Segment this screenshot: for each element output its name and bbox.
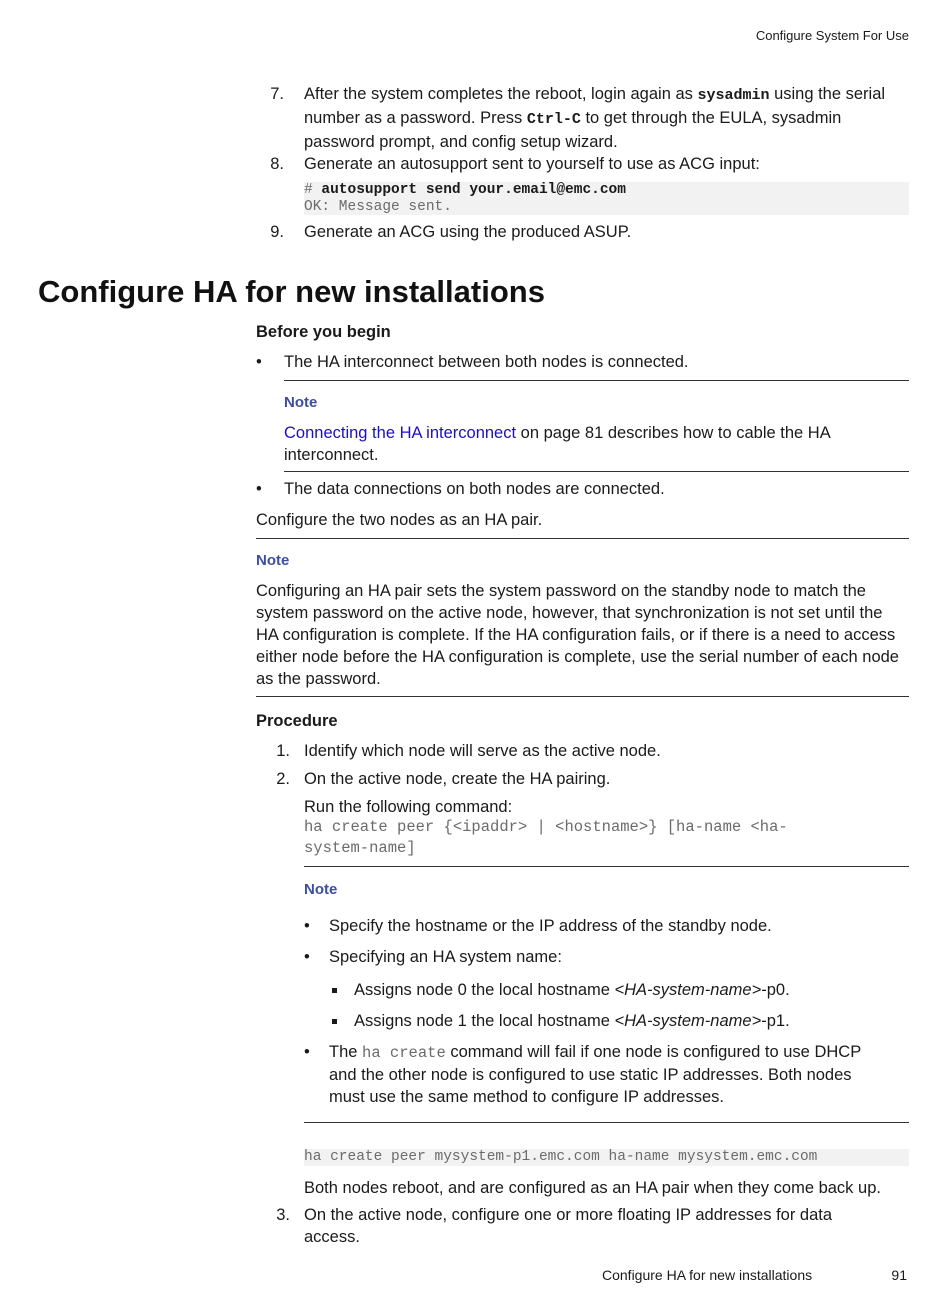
code-block-example: ha create peer mysystem-p1.emc.com ha-name mysystem.emc.com <box>304 1149 909 1166</box>
page-number: 91 <box>891 1267 907 1283</box>
command-syntax: ha create peer {<ipaddr> | <hostname>} [ha-name <ha- system-name] <box>304 818 788 857</box>
note-label: Note <box>256 552 290 569</box>
running-header: Configure System For Use <box>755 28 909 43</box>
note-rule-top <box>256 538 909 539</box>
inline-code: ha create <box>362 1044 446 1062</box>
intro-text: Configure the two nodes as an HA pair. <box>256 511 543 529</box>
note-text: Connecting the HA interconnect on page 81 describes how to cable the HA interconnect. <box>284 424 830 464</box>
procedure-heading: Procedure <box>256 712 338 730</box>
note-text: Configuring an HA pair sets the system password on the standby node to match the system password on the active node, however, that synchronization is not set until the HA configuration is complete. If the HA configuration fails, or if there is a need to access either node before the HA configuration is complete, use the serial number of each node as the password. <box>256 582 899 688</box>
section-title: Configure HA for new installations <box>38 274 545 309</box>
result-text: Both nodes reboot, and are configured as an HA pair when they come back up. <box>304 1179 881 1197</box>
link-ha-interconnect[interactable]: Connecting the HA interconnect <box>284 424 517 442</box>
before-you-begin-heading: Before you begin <box>256 323 391 341</box>
note-rule-bottom <box>284 471 909 472</box>
inline-code: sysadmin <box>697 87 770 104</box>
run-command-label: Run the following command: <box>304 798 513 816</box>
note-rule-top <box>304 866 909 867</box>
note-rule-top <box>284 380 909 381</box>
note-label: Note <box>284 394 318 411</box>
footer-title: Configure HA for new installations <box>602 1267 813 1283</box>
square-bullet-icon <box>332 988 337 993</box>
code-block-autosupport: # autosupport send your.email@emc.com OK: Message sent. <box>304 182 909 215</box>
note-rule-bottom <box>304 1122 909 1123</box>
inline-code: Ctrl-C <box>526 111 581 128</box>
note-label: Note <box>304 881 338 898</box>
square-bullet-icon <box>332 1019 337 1024</box>
note-rule-bottom <box>256 696 909 697</box>
